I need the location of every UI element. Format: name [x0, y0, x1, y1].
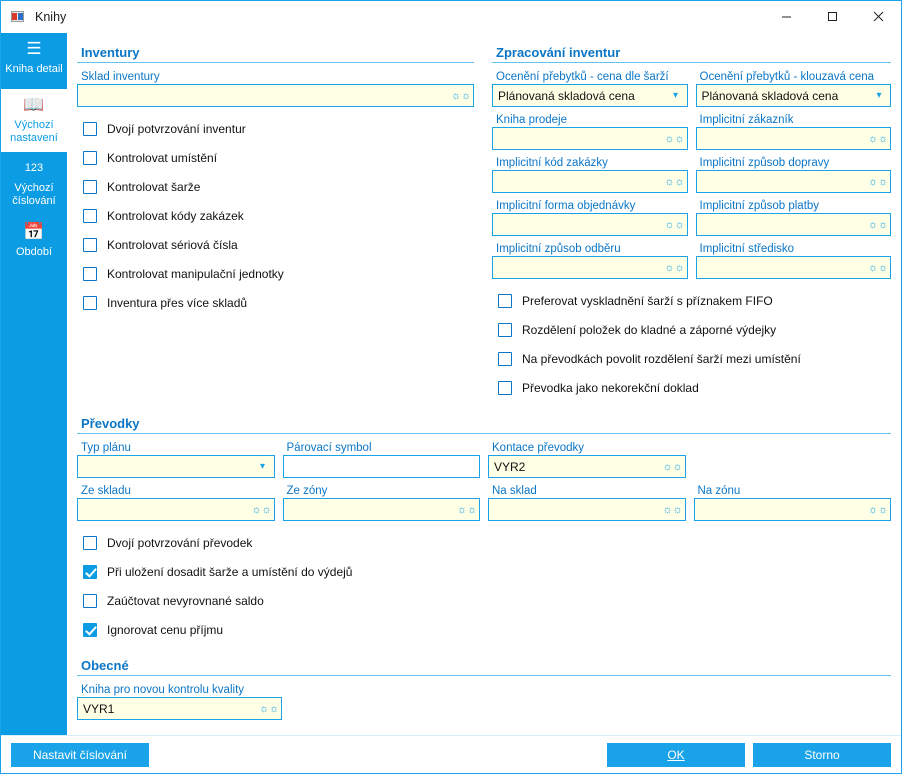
field-oceneni-klouzava-cena — [696, 71, 892, 107]
field-ze-skladu — [77, 485, 275, 521]
label-kniha-kontroly-kvality: Kniha pro novou kontrolu kvality — [81, 684, 245, 696]
label-implicitni-stredisko: Implicitní středisko — [699, 243, 795, 255]
section-title-prevodky: Převodky — [77, 410, 891, 434]
input-na-sklad[interactable] — [488, 498, 686, 521]
input-implicitni-stredisko[interactable] — [696, 256, 892, 279]
field-oceneni-cena-dle-sarzi — [492, 71, 688, 107]
row-prevodky-1 — [77, 442, 891, 485]
checkbox-kontrolovat-manipulacni-jednotky[interactable] — [77, 259, 474, 288]
row-oceneni — [492, 71, 891, 114]
row-objednavka-platba — [492, 200, 891, 243]
binoculars-icon[interactable]: ☼☼ — [457, 503, 478, 516]
binoculars-icon[interactable]: ☼☼ — [868, 218, 889, 231]
checkbox-zauctovat-nevyrovnane-saldo[interactable] — [77, 586, 891, 615]
chevron-down-icon[interactable]: ▾ — [876, 90, 882, 101]
minimize-button[interactable] — [763, 1, 809, 33]
sidebar-item-label: Výchozí nastavení — [10, 119, 58, 144]
checkbox-box[interactable] — [83, 267, 97, 281]
checkbox-box[interactable] — [83, 296, 97, 310]
inventury-section — [77, 39, 474, 402]
input-kontace-prevodky[interactable] — [488, 455, 686, 478]
label-oceneni-klouzava-cena: Ocenění přebytků - klouzavá cena — [699, 71, 875, 83]
footer-bar — [1, 735, 901, 773]
checkbox-kontrolovat-kody-zakazek[interactable] — [77, 201, 474, 230]
nastavit-cislovani-button[interactable]: Nastavit číslování — [11, 743, 149, 767]
binoculars-icon[interactable]: ☼☼ — [664, 261, 685, 274]
input-ze-zony[interactable] — [283, 498, 481, 521]
input-ze-skladu[interactable] — [77, 498, 275, 521]
ok-button[interactable]: OK — [607, 743, 745, 767]
chevron-down-icon[interactable]: ▾ — [259, 461, 266, 472]
field-typ-planu — [77, 442, 275, 478]
checkbox-box[interactable] — [83, 238, 97, 252]
label-parovaci-symbol: Párovací symbol — [286, 442, 372, 454]
checkbox-label: Kontrolovat sériová čísla — [107, 237, 238, 252]
checkbox-label: Dvojí potvrzování inventur — [107, 121, 246, 136]
dialog-body — [1, 33, 901, 735]
checkbox-label: Kontrolovat šarže — [107, 179, 201, 194]
checkbox-kontrolovat-seriova-cisla[interactable] — [77, 230, 474, 259]
app-icon — [11, 9, 27, 25]
row-zakazka-doprava — [492, 157, 891, 200]
field-implicitni-zpusob-platby — [696, 200, 892, 236]
binoculars-icon[interactable]: ☼☼ — [664, 175, 685, 188]
input-parovaci-symbol[interactable] — [283, 455, 481, 478]
section-title-zpracovani: Zpracování inventur — [492, 39, 891, 63]
checkbox-ignorovat-cenu-prijmu[interactable] — [77, 615, 891, 644]
input-implicitni-zpusob-odberu[interactable] — [492, 256, 688, 279]
close-button[interactable] — [855, 1, 901, 33]
checkbox-prevodky-rozdeleni-sarzi[interactable] — [492, 344, 891, 373]
checkbox-box[interactable] — [83, 122, 97, 136]
input-kniha-kontroly-kvality[interactable] — [77, 697, 282, 720]
binoculars-icon[interactable]: ☼☼ — [662, 503, 683, 516]
maximize-button[interactable] — [809, 1, 855, 33]
binoculars-icon[interactable]: ☼☼ — [251, 503, 272, 516]
binoculars-icon[interactable]: ☼☼ — [868, 132, 889, 145]
settings-content — [67, 33, 901, 735]
checkbox-label: Kontrolovat kódy zakázek — [107, 208, 244, 223]
top-columns — [77, 39, 891, 402]
checkbox-label: Kontrolovat manipulační jednotky — [107, 266, 284, 281]
sidebar-item-label: Kniha detail — [5, 63, 63, 75]
row-kniha-zakaznik — [492, 114, 891, 157]
field-kontace-prevodky — [488, 442, 686, 478]
checkbox-box[interactable] — [83, 536, 97, 550]
field-parovaci-symbol — [283, 442, 481, 478]
field-na-zonu — [694, 485, 892, 521]
binoculars-icon[interactable]: ☼☼ — [662, 460, 683, 473]
input-sklad-inventury[interactable] — [77, 84, 474, 107]
sidebar-item-obdobi[interactable] — [1, 216, 67, 272]
row-odber-stredisko — [492, 243, 891, 286]
label-oceneni-cena-dle-sarzi: Ocenění přebytků - cena dle šarží — [496, 71, 669, 83]
binoculars-icon[interactable]: ☼☼ — [664, 132, 685, 145]
checkbox-box[interactable] — [83, 594, 97, 608]
checkbox-label: Na převodkách povolit rozdělení šarží mezi umístění — [522, 351, 801, 366]
value-kontace-prevodky: VYR2 — [494, 459, 526, 474]
book-icon: 📖 — [23, 95, 45, 114]
checkbox-box[interactable] — [83, 180, 97, 194]
value-oceneni-klouzava-cena: Plánovaná skladová cena — [701, 88, 839, 103]
sidebar-item-label: Výchozí číslování — [12, 182, 56, 207]
checkbox-kontrolovat-umisteni[interactable] — [77, 143, 474, 172]
sidebar-item-vychozi-nastaveni[interactable] — [1, 89, 67, 152]
checkbox-label: Převodka jako nekorekční doklad — [522, 380, 699, 395]
binoculars-icon[interactable]: ☼☼ — [259, 702, 280, 715]
checkbox-prevodka-nekorekcni-doklad[interactable] — [492, 373, 891, 402]
checkbox-box[interactable] — [83, 209, 97, 223]
title-bar — [1, 1, 901, 33]
checkbox-box[interactable] — [83, 151, 97, 165]
binoculars-icon[interactable]: ☼☼ — [868, 503, 889, 516]
label-kontace-prevodky: Kontace převodky — [492, 442, 585, 454]
checkbox-box[interactable] — [83, 623, 97, 637]
checkbox-label: Inventura přes více skladů — [107, 295, 248, 310]
label-implicitni-zpusob-platby: Implicitní způsob platby — [699, 200, 820, 212]
checkbox-box[interactable] — [498, 294, 512, 308]
field-implicitni-zakaznik — [696, 114, 892, 150]
field-implicitni-forma-objednavky — [492, 200, 688, 236]
input-implicitni-zpusob-dopravy[interactable] — [696, 170, 892, 193]
label-sklad-inventury: Sklad inventury — [81, 71, 160, 83]
input-implicitni-zakaznik[interactable] — [696, 127, 892, 150]
label-implicitni-forma-objednavky: Implicitní forma objednávky — [496, 200, 636, 212]
checkbox-box[interactable] — [498, 352, 512, 366]
binoculars-icon[interactable]: ☼☼ — [664, 218, 685, 231]
label-ze-skladu: Ze skladu — [81, 485, 131, 497]
row-prevodky-2 — [77, 485, 891, 528]
label-implicitni-kod-zakazky: Implicitní kód zakázky — [496, 157, 608, 169]
obecne-section — [77, 652, 891, 720]
value-oceneni-cena-dle-sarzi: Plánovaná skladová cena — [498, 88, 635, 103]
checkbox-label: Kontrolovat umístění — [107, 150, 218, 165]
checkbox-label: Zaúčtovat nevyrovnané saldo — [107, 593, 264, 608]
input-implicitni-forma-objednavky[interactable] — [492, 213, 688, 236]
checkbox-kontrolovat-sarze[interactable] — [77, 172, 474, 201]
label-implicitni-zpusob-dopravy: Implicitní způsob dopravy — [699, 157, 830, 169]
zpracovani-inventur-section — [492, 39, 891, 402]
checkbox-rozdeleni-polozek[interactable] — [492, 315, 891, 344]
select-oceneni-klouzava-cena[interactable] — [696, 84, 892, 107]
calendar-icon: 📅 — [23, 221, 45, 241]
checkbox-box[interactable] — [498, 381, 512, 395]
sidebar-item-kniha-detail[interactable] — [1, 33, 67, 89]
sidebar — [1, 33, 67, 735]
checkbox-label: Preferovat vyskladnění šarží s příznakem FIFO — [522, 293, 773, 308]
label-implicitni-zpusob-odberu: Implicitní způsob odběru — [496, 243, 621, 255]
binoculars-icon[interactable]: ☼☼ — [868, 175, 889, 188]
section-title-obecne: Obecné — [77, 652, 891, 676]
value-kniha-kontroly-kvality: VYR1 — [83, 701, 115, 716]
sidebar-item-label: Období — [15, 245, 53, 258]
checkbox-box[interactable] — [83, 565, 97, 579]
checkbox-inventura-pres-vice-skladu[interactable] — [77, 288, 474, 317]
sidebar-item-vychozi-cislovani[interactable] — [1, 152, 67, 215]
checkbox-label: Rozdělení položek do kladné a záporné výdejky — [522, 322, 777, 337]
field-implicitni-zpusob-dopravy — [696, 157, 892, 193]
checkbox-dvoji-potvrzovani-inventur[interactable] — [77, 114, 474, 143]
select-oceneni-cena-dle-sarzi[interactable] — [492, 84, 688, 107]
label-typ-planu: Typ plánu — [81, 442, 131, 454]
label-kniha-prodeje: Kniha prodeje — [496, 114, 567, 126]
binoculars-icon[interactable]: ☼☼ — [868, 261, 889, 274]
field-kniha-prodeje — [492, 114, 688, 150]
field-implicitni-zpusob-odberu — [492, 243, 688, 279]
label-implicitni-zakaznik: Implicitní zákazník — [699, 114, 794, 126]
binoculars-icon[interactable]: ☼☼ — [451, 89, 472, 102]
field-kniha-kontroly-kvality — [77, 684, 282, 720]
input-typ-planu[interactable] — [77, 455, 275, 478]
field-ze-zony — [283, 485, 481, 521]
section-title-inventury: Inventury — [77, 39, 474, 63]
input-kniha-prodeje[interactable] — [492, 127, 688, 150]
numbers-icon: 123 — [24, 162, 44, 175]
checkbox-dvoji-potvrzovani-prevodek[interactable] — [77, 528, 891, 557]
chevron-down-icon[interactable]: ▾ — [672, 90, 679, 101]
prevodky-section — [77, 410, 891, 644]
checkbox-label: Ignorovat cenu příjmu — [107, 622, 224, 637]
checkbox-label: Při uložení dosadit šarže a umístění do výdejů — [107, 564, 353, 579]
input-implicitni-zpusob-platby[interactable] — [696, 213, 892, 236]
window-title: Knihy — [35, 9, 67, 24]
storno-button[interactable]: Storno — [753, 743, 891, 767]
checkbox-preferovat-fifo[interactable] — [492, 286, 891, 315]
label-na-zonu: Na zónu — [697, 485, 741, 497]
field-na-sklad — [488, 485, 686, 521]
field-implicitni-kod-zakazky — [492, 157, 688, 193]
label-na-sklad: Na sklad — [492, 485, 537, 497]
list-icon: ☰ — [26, 39, 42, 58]
label-ze-zony: Ze zóny — [286, 485, 328, 497]
input-na-zonu[interactable] — [694, 498, 892, 521]
field-implicitni-stredisko — [696, 243, 892, 279]
checkbox-label: Dvojí potvrzování převodek — [107, 535, 253, 550]
input-implicitni-kod-zakazky[interactable] — [492, 170, 688, 193]
checkbox-box[interactable] — [498, 323, 512, 337]
sidebar-filler — [1, 272, 67, 735]
checkbox-dosadit-sarze-umisteni[interactable] — [77, 557, 891, 586]
field-sklad-inventury — [77, 71, 474, 107]
